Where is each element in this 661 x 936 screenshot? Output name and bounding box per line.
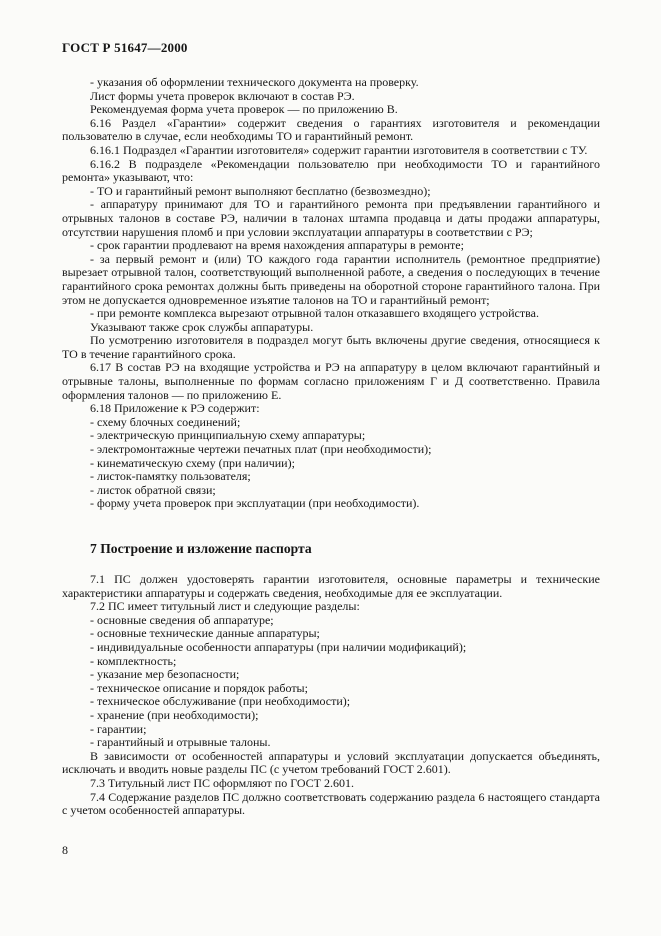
list-item: - листок-памятку пользователя; — [90, 469, 251, 484]
list-item: - при ремонте комплекса вырезают отрывной талон отказавшего входящего устройства. — [90, 306, 539, 321]
paragraph: Указывают также срок службы аппаратуры. — [90, 319, 314, 334]
list-item: - основные сведения об аппаратуре; — [90, 612, 274, 627]
paragraph: В зависимости от особенностей аппаратуры и условий эксплуатации допускается объединять, исключать и вводить новые разделы ПС (с учетом требований ГОСТ 2.601). — [62, 748, 600, 777]
paragraph: Лист формы учета проверок включают в состав РЭ. — [90, 88, 355, 103]
document-header: ГОСТ Р 51647—2000 — [62, 40, 188, 55]
list-item: - комплектность; — [90, 653, 177, 668]
list-item: - кинематическую схему (при наличии); — [90, 455, 295, 470]
paragraph: 7.4 Содержание разделов ПС должно соответствовать содержанию раздела 6 настоящего стандарта с учетом особенностей аппаратуры. — [62, 789, 600, 818]
list-item: - техническое обслуживание (при необходимости); — [90, 694, 351, 709]
list-item: - основные технические данные аппаратуры; — [90, 626, 320, 641]
paragraph: По усмотрению изготовителя в подраздел могут быть включены другие сведения, относящиеся к ТО в течение гарантийного срока. — [62, 333, 600, 361]
paragraph: 6.18 Приложение к РЭ содержит: — [90, 401, 260, 416]
section-6-text — [62, 76, 600, 511]
list-item: - ТО и гарантийный ремонт выполняют бесплатно (безвозмездно); — [90, 183, 431, 198]
page-number: 8 — [62, 843, 68, 857]
paragraph: 6.16 Раздел «Гарантии» содержит сведения о гарантиях изготовителя и рекомендации пользователю в случае, если необходимы ТО и гарантийный ремонт. — [62, 115, 600, 144]
list-item: - индивидуальные особенности аппаратуры (при наличии модификаций); — [90, 639, 467, 654]
paragraph: 7.3 Титульный лист ПС оформляют по ГОСТ 2.601. — [90, 775, 354, 790]
list-item: - указание мер безопасности; — [90, 667, 240, 682]
paragraph: 7.2 ПС имеет титульный лист и следующие разделы: — [90, 599, 360, 614]
list-item: - электромонтажные чертежи печатных плат (при необходимости); — [90, 442, 432, 457]
paragraph: 6.16.1 Подраздел «Гарантии изготовителя» содержит гарантии изготовителя в соответствии с ТУ. — [90, 142, 588, 157]
list-item: - электрическую принципиальную схему аппаратуры; — [90, 428, 366, 443]
section-7-title: 7 Построение и изложение паспорта — [90, 541, 312, 556]
list-item: - форму учета проверок при эксплуатации (при необходимости). — [90, 496, 420, 511]
list-item: - за первый ремонт и (или) ТО каждого года гарантии исполнитель (ремонтное предприятие) вырезает отрывной талон, соответствующий выполненной работе, а сведения о последующих в течение гарантийного срока ремонтах должны быть приведены на оборотной стороне гарантийного талона. При этом не допускается одновременное изъятие талонов на ТО и гарантийный ремонт; — [62, 251, 600, 307]
list-item: - аппаратуру принимают для ТО и гарантийного ремонта при предъявлении гарантийного и отрывных талонов в составе РЭ, наличии в талонах штампа продавца и даты продажи аппаратуры, отсутствии нарушения пломб и при условии эксплуатации аппаратуры в соответствии с РЭ; — [62, 197, 600, 239]
list-item: - хранение (при необходимости); — [90, 707, 259, 722]
list-item: - гарантийный и отрывные талоны. — [90, 735, 271, 750]
list-item: - техническое описание и порядок работы; — [90, 680, 308, 695]
paragraph: 6.17 В состав РЭ на входящие устройства и РЭ на аппаратуру в целом включают гарантийный и отрывные талоны, выполненные по формам согласно приложениям Г и Д соответственно. Правила оформления талонов — по приложению Е. — [62, 360, 600, 402]
list-item: - срок гарантии продлевают на время нахождения аппаратуры в ремонте; — [90, 238, 464, 253]
paragraph: 7.1 ПС должен удостоверять гарантии изготовителя, основные параметры и технические характеристики аппаратуры и содержать сведения, необходимые для ее эксплуатации. — [62, 572, 600, 600]
list-item: - листок обратной связи; — [90, 482, 216, 497]
paragraph: - указания об оформлении технического документа на проверку. — [90, 75, 419, 89]
list-item: - схему блочных соединений; — [90, 414, 241, 429]
paragraph: Рекомендуемая форма учета проверок — по приложению В. — [90, 102, 398, 117]
paragraph: 6.16.2 В подразделе «Рекомендации пользователю при необходимости ТО и гарантийного ремонта» указывают, что: — [62, 156, 600, 185]
list-item: - гарантии; — [90, 721, 147, 736]
section-7-text — [62, 573, 600, 818]
